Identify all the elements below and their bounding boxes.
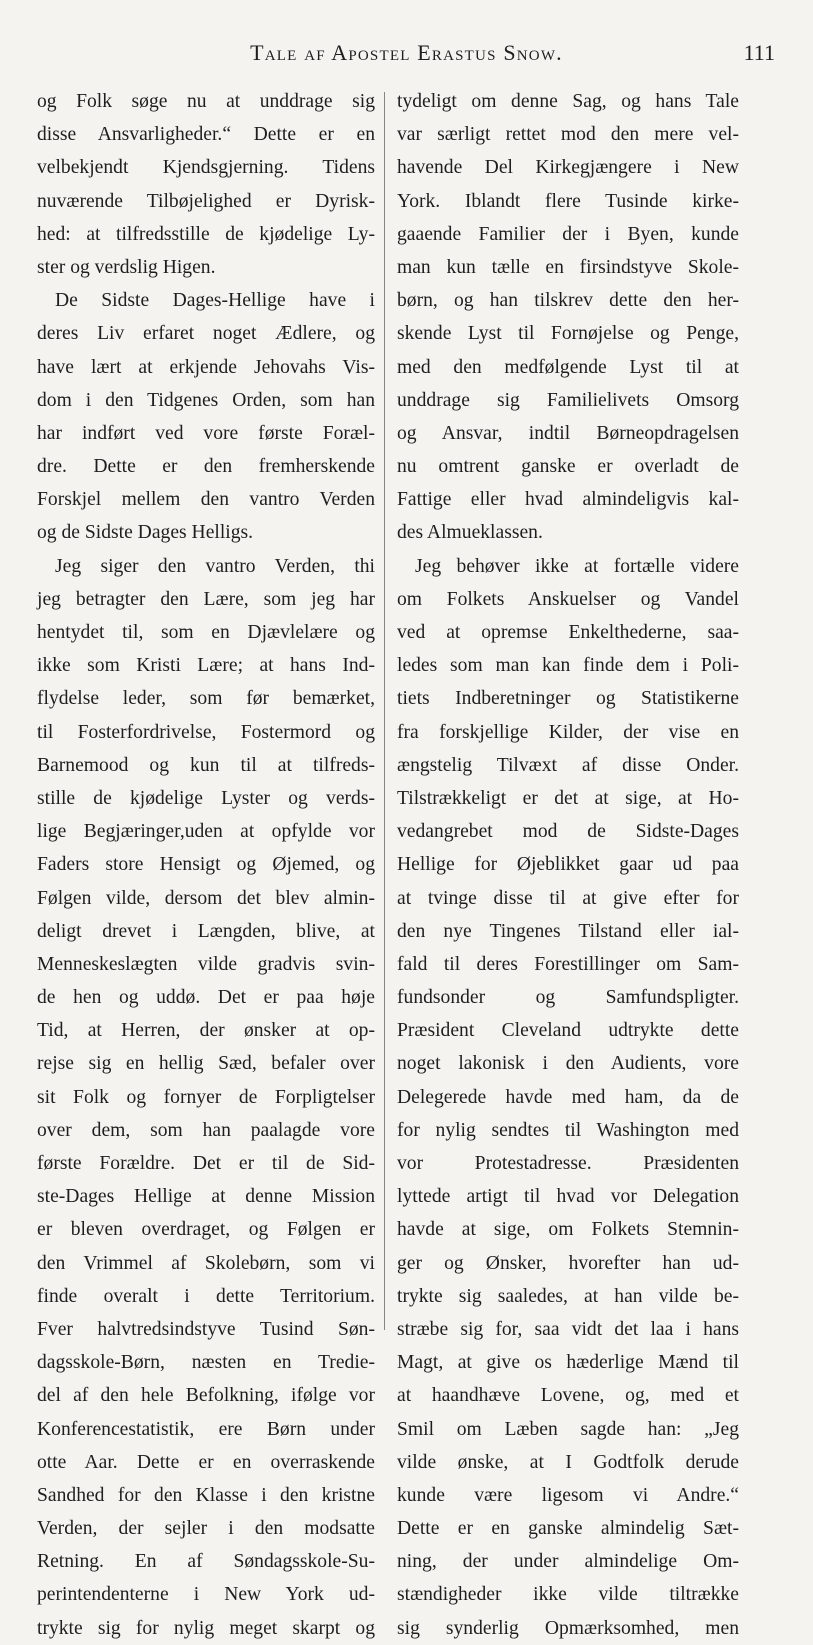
text-line: lyttede artigt til hvad vor Delegation <box>397 1186 739 1208</box>
text-line: Menneskeslægten vilde gradvis svin- <box>37 953 375 975</box>
text-line: over dem, som han paalagde vore <box>37 1119 375 1141</box>
left-text-column <box>37 85 375 1645</box>
text-line: jeg betragter den Lære, som jeg har <box>37 588 375 610</box>
text-line: den nye Tingenes Tilstand eller ial- <box>397 920 739 942</box>
text-line: havde at sige, om Folkets Stemnin- <box>397 1219 739 1241</box>
text-line: ængstelig Tilvæxt af disse Onder. <box>397 754 739 776</box>
text-line: velbekjendt Kjendsgjerning. Tidens <box>37 157 375 179</box>
text-line: nu omtrent ganske er overladt de <box>397 456 739 478</box>
text-line: dagsskole-Børn, næsten en Tredie- <box>37 1352 375 1374</box>
text-line: hentydet til, som en Djævlelære og <box>37 622 375 643</box>
text-line: Sandhed for den Klasse i den kristne <box>37 1484 375 1506</box>
text-line: have lært at erkjende Jehovahs Vis- <box>37 356 375 378</box>
text-line: den Vrimmel af Skolebørn, som vi <box>37 1252 375 1274</box>
running-head-title: Tale af Apostel Erastus Snow. <box>250 40 563 65</box>
text-line: otte Aar. Dette er en overraskende <box>37 1451 375 1473</box>
text-line: havende Del Kirkegjængere i New <box>397 157 739 179</box>
text-line: ning, der under almindelige Om- <box>397 1551 739 1573</box>
text-line: ger og Ønsker, hvorefter han ud- <box>397 1252 739 1274</box>
text-line: Barnemood og kun til at tilfreds- <box>37 754 375 776</box>
text-line: Følgen vilde, dersom det blev almin- <box>37 887 375 909</box>
text-line: hed: at tilfredsstille de kjødelige Ly- <box>37 223 375 245</box>
text-line: noget lakonisk i den Audients, vore <box>397 1053 739 1075</box>
text-line: gaaende Familier der i Byen, kunde <box>397 223 739 245</box>
text-line: stændigheder ikke vilde tiltrække <box>397 1584 739 1606</box>
text-line: trykte sig saaledes, at han vilde be- <box>397 1285 739 1307</box>
text-line: Præsident Cleveland udtrykte dette <box>397 1020 739 1042</box>
text-line: er bleven overdraget, og Følgen er <box>37 1219 375 1241</box>
text-line: finde overalt i dette Territorium. <box>37 1285 375 1307</box>
text-line: Fver halvtredsindstyve Tusind Søn- <box>37 1318 375 1340</box>
text-line: York. Iblandt flere Tusinde kirke- <box>397 190 739 212</box>
text-line: fra forskjellige Kilder, der vise en <box>397 721 739 743</box>
text-line: tydeligt om denne Sag, og hans Tale <box>397 91 739 112</box>
text-line: de hen og uddø. Det er paa høje <box>37 987 375 1009</box>
text-line: perintendenterne i New York ud- <box>37 1584 375 1606</box>
text-line: dom i den Tidgenes Orden, som han <box>37 389 375 411</box>
text-line: deres Liv erfaret noget Ædlere, og <box>37 323 375 345</box>
text-line: at haandhæve Lovene, og, med et <box>397 1385 739 1407</box>
text-line: fundsonder og Samfundspligter. <box>397 987 739 1009</box>
text-line: lige Begjæringer,uden at opfylde vor <box>37 821 375 843</box>
text-line: stille de kjødelige Lyster og verds- <box>37 787 375 809</box>
text-line: disse Ansvarligheder.“ Dette er en <box>37 124 375 146</box>
text-line: tiets Indberetninger og Statistikerne <box>397 688 739 710</box>
text-line: dre. Dette er den fremherskende <box>37 456 375 478</box>
text-line: des Almueklassen. <box>397 522 543 544</box>
text-line: første Forældre. Det er til de Sid- <box>37 1153 375 1174</box>
text-line: har indført ved vore første Foræl- <box>37 422 375 444</box>
text-line: Fattige eller hvad almindeligvis kal- <box>397 489 739 511</box>
text-line: vedangrebet mod de Sidste-Dages <box>397 821 739 843</box>
text-line: Faders store Hensigt og Øjemed, og <box>37 854 375 876</box>
text-line: om Folkets Anskuelser og Vandel <box>397 588 739 610</box>
text-line: fald til deres Forestillinger om Sam- <box>397 953 739 975</box>
text-line: og Folk søge nu at unddrage sig <box>37 91 375 112</box>
text-line: Dette er en ganske almindelig Sæt- <box>397 1518 739 1540</box>
text-line: med den medfølgende Lyst til at <box>397 356 739 378</box>
text-line: kunde være ligesom vi Andre.“ <box>397 1484 739 1506</box>
text-line: og de Sidste Dages Helligs. <box>37 522 254 544</box>
text-line: Konferencestatistik, ere Børn under <box>37 1418 375 1440</box>
text-line: sit Folk og fornyer de Forpligtelser <box>37 1086 375 1108</box>
text-line: Retning. En af Søndagsskole-Su- <box>37 1551 375 1573</box>
text-line: deligt drevet i Længden, blive, at <box>37 920 375 942</box>
text-line: ste-Dages Hellige at denne Mission <box>37 1186 375 1208</box>
text-line: Magt, at give os hæderlige Mænd til <box>397 1352 739 1374</box>
text-line: sig synderlig Opmærksomhed, men <box>397 1617 739 1639</box>
text-line: vor Protestadresse. Præsidenten <box>397 1153 739 1174</box>
text-line: ledes som man kan finde dem i Poli- <box>397 655 739 677</box>
text-line: Smil om Læben sagde han: „Jeg <box>397 1418 739 1440</box>
text-line: stræbe sig for, saa vidt det laa i hans <box>397 1318 739 1340</box>
text-line: Verden, der sejler i den modsatte <box>37 1518 375 1540</box>
text-line: ved at opremse Enkelthederne, saa- <box>397 622 739 643</box>
text-line: Forskjel mellem den vantro Verden <box>37 489 375 511</box>
text-line: De Sidste Dages-Hellige have i <box>55 290 375 312</box>
column-divider <box>384 92 385 1330</box>
text-line: skende Lyst til Fornøjelse og Penge, <box>397 323 739 345</box>
text-line: nuværende Tilbøjelighed er Dyrisk- <box>37 190 375 212</box>
text-line: Jeg behøver ikke at fortælle videre <box>415 555 739 577</box>
text-line: og Ansvar, indtil Børneopdragelsen <box>397 422 739 444</box>
text-line: Tid, at Herren, der ønsker at op- <box>37 1020 375 1042</box>
text-line: Delegerede havde med ham, da de <box>397 1086 739 1108</box>
text-line: flydelse leder, som før bemærket, <box>37 688 375 710</box>
text-line: var særligt rettet mod den mere vel- <box>397 124 739 146</box>
page-number: 111 <box>743 40 775 65</box>
text-line: vilde ønske, at I Godtfolk derude <box>397 1451 739 1473</box>
text-line: trykte sig for nylig meget skarpt og <box>37 1617 375 1639</box>
text-line: for nylig sendtes til Washington med <box>397 1119 739 1141</box>
text-line: til Fosterfordrivelse, Fostermord og <box>37 721 375 743</box>
right-text-column <box>397 85 739 1645</box>
text-line: Jeg siger den vantro Verden, thi <box>55 555 375 577</box>
text-line: unddrage sig Familielivets Omsorg <box>397 389 739 411</box>
text-line: Hellige for Øjeblikket gaar ud paa <box>397 854 739 876</box>
text-line: del af den hele Befolkning, ifølge vor <box>37 1385 375 1407</box>
text-line: ster og verdslig Higen. <box>37 256 216 278</box>
text-line: Tilstrækkeligt er det at sige, at Ho- <box>397 787 739 809</box>
text-line: børn, og han tilskrev dette den her- <box>397 290 739 312</box>
text-line: man kun tælle en firsindstyve Skole- <box>397 256 739 278</box>
running-head <box>0 40 813 80</box>
text-line: rejse sig en hellig Sæd, befaler over <box>37 1053 375 1075</box>
text-line: at tvinge disse til at give efter for <box>397 887 739 909</box>
text-line: ikke som Kristi Lære; at hans Ind- <box>37 655 375 677</box>
